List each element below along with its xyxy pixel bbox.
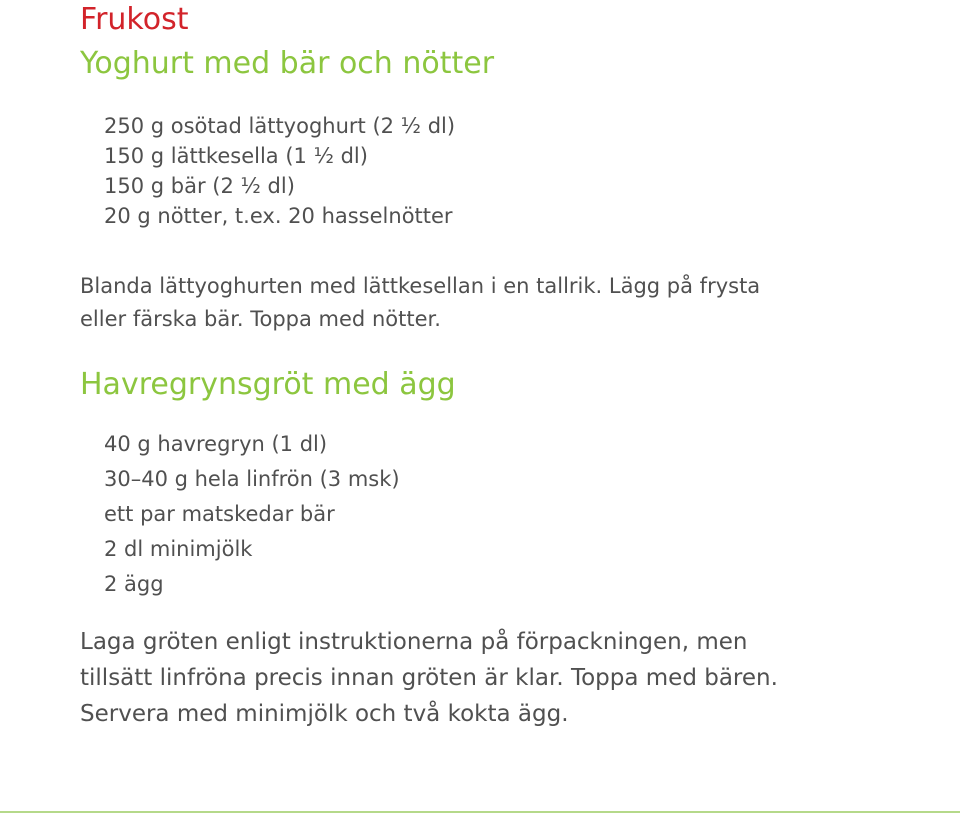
ingredient-item: 150 g lättkesella (1 ½ dl) — [104, 144, 368, 168]
ingredient-item: ett par matskedar bär — [104, 502, 335, 526]
ingredient-item: 30–40 g hela linfrön (3 msk) — [104, 467, 400, 491]
ingredient-item: 20 g nötter, t.ex. 20 hasselnötter — [104, 204, 453, 228]
ingredient-item: 250 g osötad lättyoghurt (2 ½ dl) — [104, 114, 456, 138]
ingredient-item: 2 ägg — [104, 572, 164, 596]
recipe-title: Havregrynsgröt med ägg — [80, 367, 456, 402]
recipe-title: Yoghurt med bär och nötter — [80, 46, 495, 81]
ingredient-item: 2 dl minimjölk — [104, 537, 253, 561]
instructions-line: Servera med minimjölk och två kokta ägg. — [80, 701, 569, 727]
instructions-line: Blanda lättyoghurten med lättkesellan i en tallrik. Lägg på frysta — [80, 274, 761, 298]
ingredient-list — [104, 427, 400, 602]
instructions-text — [80, 624, 920, 732]
ingredient-item: 40 g havregryn (1 dl) — [104, 432, 328, 456]
bottom-divider — [0, 811, 960, 813]
ingredient-item: 150 g bär (2 ½ dl) — [104, 174, 295, 198]
instructions-text — [80, 270, 920, 336]
instructions-line: tillsätt linfröna precis innan gröten är klar. Toppa med bären. — [80, 665, 778, 691]
instructions-line: eller färska bär. Toppa med nötter. — [80, 307, 441, 331]
ingredient-list — [104, 111, 455, 231]
section-title: Frukost — [80, 2, 189, 37]
instructions-line: Laga gröten enligt instruktionerna på förpackningen, men — [80, 629, 748, 655]
